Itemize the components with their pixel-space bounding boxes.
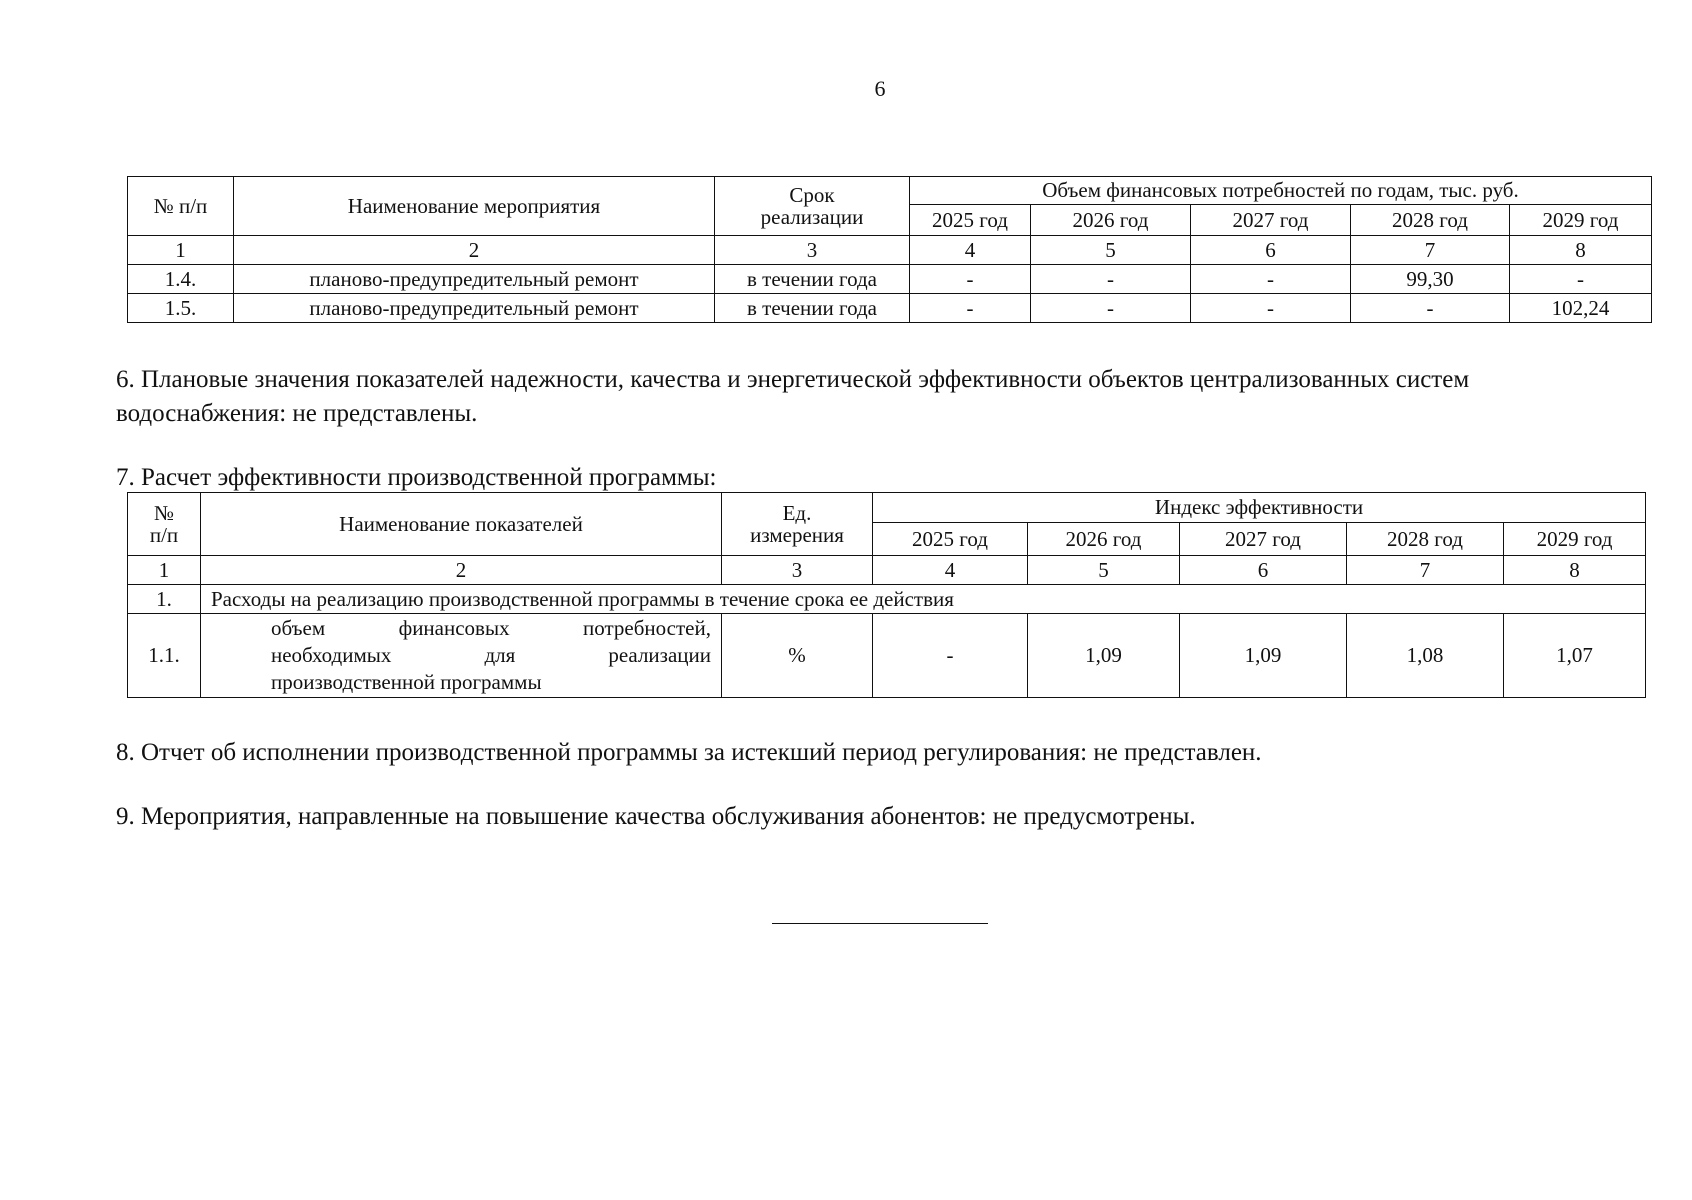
row-value-2028: 1,08 xyxy=(1347,614,1504,698)
row-num: 1.4. xyxy=(128,265,234,294)
table2-index-cell: 6 xyxy=(1180,556,1347,585)
table1-header-name: Наименование мероприятия xyxy=(234,177,715,236)
row-value-2029: 102,24 xyxy=(1510,294,1652,323)
section-row-num: 1. xyxy=(128,585,201,614)
row-name: планово-предупредительный ремонт xyxy=(234,265,715,294)
row-name-line: необходимых для реализации xyxy=(271,643,711,667)
table2-index-cell: 5 xyxy=(1028,556,1180,585)
row-value-2027: 1,09 xyxy=(1180,614,1347,698)
page-number: 6 xyxy=(874,76,886,101)
table2-header-group: Индекс эффективности xyxy=(873,493,1646,523)
financial-needs-table xyxy=(127,176,1652,323)
section-row-text: Расходы на реализацию производственной программы в течение срока ее действия xyxy=(201,585,1646,614)
table1-index-cell: 1 xyxy=(128,236,234,265)
row-value-2028: 99,30 xyxy=(1351,265,1510,294)
table2-header-year: 2029 год xyxy=(1504,523,1646,556)
table1-index-cell: 2 xyxy=(234,236,715,265)
table2-index-cell: 4 xyxy=(873,556,1028,585)
table2-header-year: 2028 год xyxy=(1347,523,1504,556)
table2-header-unit xyxy=(722,493,873,556)
row-term: в течении года xyxy=(715,294,910,323)
table1-header-term xyxy=(715,177,910,236)
table2-header-num-line2: п/п xyxy=(149,523,179,547)
row-value-2029: 1,07 xyxy=(1504,614,1646,698)
table1-header-group: Объем финансовых потребностей по годам, тыс. руб. xyxy=(910,177,1652,205)
table1-header-year: 2027 год xyxy=(1191,205,1351,236)
table2-header-year: 2025 год xyxy=(873,523,1028,556)
table2-index-row xyxy=(128,556,1646,585)
row-name-line: производственной программы xyxy=(271,670,542,694)
table1-header-year: 2026 год xyxy=(1031,205,1191,236)
row-name: планово-предупредительный ремонт xyxy=(234,294,715,323)
table2-index-cell: 1 xyxy=(128,556,201,585)
row-value-2025: - xyxy=(910,294,1031,323)
row-value-2026: - xyxy=(1031,265,1191,294)
row-term: в течении года xyxy=(715,265,910,294)
table1-header-year: 2025 год xyxy=(910,205,1031,236)
table1-header-year: 2029 год xyxy=(1510,205,1652,236)
table1-index-cell: 5 xyxy=(1031,236,1191,265)
row-num: 1.5. xyxy=(128,294,234,323)
table2-header-year: 2027 год xyxy=(1180,523,1347,556)
section-7-title: 7. Расчет эффективности производственной программы: xyxy=(116,464,717,491)
section-9-text: 9. Мероприятия, направленные на повышение качества обслуживания абонентов: не предусмотрены. xyxy=(116,803,1196,830)
row-value-2025: - xyxy=(873,614,1028,698)
section-8-text: 8. Отчет об исполнении производственной программы за истекший период регулирования: не представлен. xyxy=(116,739,1262,766)
table2-header-num xyxy=(128,493,201,556)
row-value-2026: 1,09 xyxy=(1028,614,1180,698)
efficiency-table xyxy=(127,492,1646,698)
table-row xyxy=(128,294,1652,323)
row-name xyxy=(201,614,722,698)
table1-index-cell: 4 xyxy=(910,236,1031,265)
row-value-2027: - xyxy=(1191,265,1351,294)
table1-header-num: № п/п xyxy=(128,177,234,236)
table-row xyxy=(128,265,1652,294)
table1-index-cell: 3 xyxy=(715,236,910,265)
section-6-line-2: водоснабжения: не представлены. xyxy=(116,400,478,427)
table1-header-term-line2: реализации xyxy=(760,205,864,229)
table2-header-row-1 xyxy=(128,493,1646,523)
table1-index-cell: 6 xyxy=(1191,236,1351,265)
table1-header-year: 2028 год xyxy=(1351,205,1510,236)
table1-header-row-1 xyxy=(128,177,1652,205)
row-value-2027: - xyxy=(1191,294,1351,323)
table2-index-cell: 2 xyxy=(201,556,722,585)
table1-index-cell: 8 xyxy=(1510,236,1652,265)
table2-header-unit-line2: измерения xyxy=(750,523,844,547)
row-value-2026: - xyxy=(1031,294,1191,323)
row-name-line: объем финансовых потребностей, xyxy=(271,616,711,640)
table2-index-cell: 8 xyxy=(1504,556,1646,585)
table2-header-year: 2026 год xyxy=(1028,523,1180,556)
table2-header-num-line1: № xyxy=(153,500,175,525)
closing-line xyxy=(772,923,988,924)
table1-index-cell: 7 xyxy=(1351,236,1510,265)
table2-header-unit-line1: Ед. xyxy=(782,500,812,525)
table1-header-term-line1: Срок xyxy=(789,182,835,207)
row-num: 1.1. xyxy=(128,614,201,698)
row-value-2025: - xyxy=(910,265,1031,294)
row-value-2029: - xyxy=(1510,265,1652,294)
table2-index-cell: 7 xyxy=(1347,556,1504,585)
row-unit: % xyxy=(722,614,873,698)
table2-index-cell: 3 xyxy=(722,556,873,585)
table2-header-name: Наименование показателей xyxy=(201,493,722,556)
table1-index-row xyxy=(128,236,1652,265)
row-value-2028: - xyxy=(1351,294,1510,323)
table2-section-row xyxy=(128,585,1646,614)
section-6-line-1: 6. Плановые значения показателей надежности, качества и энергетической эффективности объектов централизованных систем xyxy=(116,366,1470,393)
table-row xyxy=(128,614,1646,698)
